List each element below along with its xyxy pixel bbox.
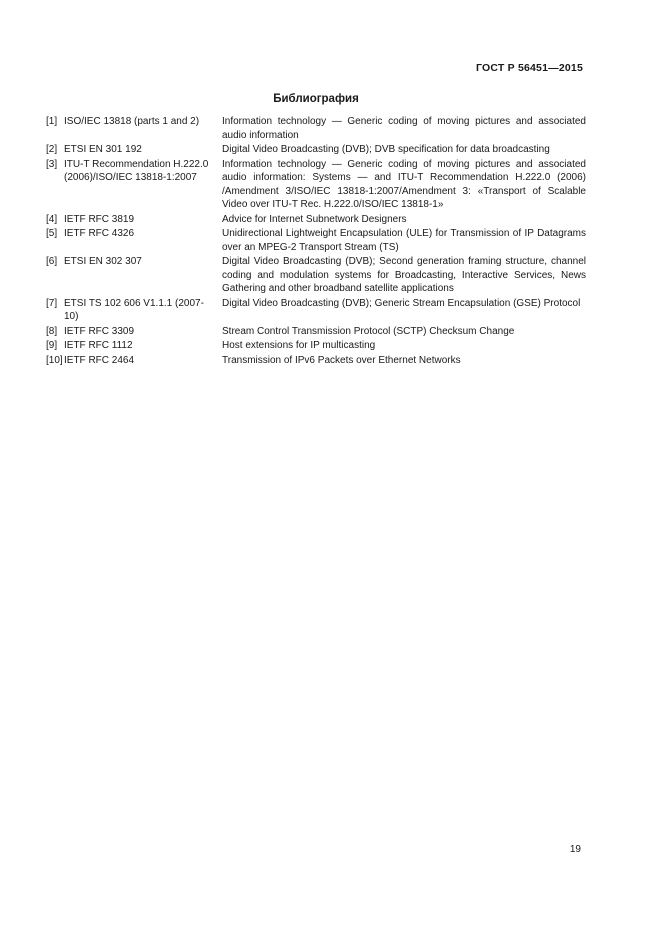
bib-entry-description: Digital Video Broadcasting (DVB); Generic Stream Encapsulation (GSE) Protocol (222, 297, 581, 309)
bib-entry (46, 255, 586, 296)
bib-entry (46, 354, 586, 368)
bib-entry-number: [5] (46, 228, 58, 239)
bib-entry (46, 115, 586, 142)
bib-entry-reference: ETSI EN 302 307 (64, 256, 142, 267)
bib-entry-reference: ITU-T Recommendation H.222.0 (2006)/ISO/IEC 13818-1:2007 (64, 158, 209, 183)
bib-entry-number: [10] (46, 354, 63, 366)
bib-entry-number: [1] (46, 116, 58, 127)
bib-entry-number: [3] (46, 158, 58, 170)
bibliography-list (46, 115, 586, 368)
bib-entry-description: Host extensions for IP multicasting (222, 340, 376, 351)
bib-entry-reference: ETSI TS 102 606 V1.1.1 (2007-10) (64, 297, 204, 322)
bib-entry (46, 213, 586, 227)
document-code-header: ГОСТ Р 56451—2015 (475, 62, 583, 74)
bib-entry-description: Digital Video Broadcasting (DVB); Second generation framing structure, channel coding and modulation systems for Broadcasting, Interactive Services, News Gathering and other broadband satellite applications (222, 256, 586, 294)
bib-entry (46, 227, 586, 254)
bib-entry-reference: ISO/IEC 13818 (parts 1 and 2) (64, 116, 200, 127)
bib-entry-number: [9] (46, 340, 58, 351)
bib-entry-reference: IETF RFC 4326 (64, 228, 135, 239)
bib-entry-description: Unidirectional Lightweight Encapsulation (ULE) for Transmission of IP Datagrams over an MPEG-2 Transport Stream (TS) (222, 228, 586, 253)
bib-entry (46, 158, 586, 212)
bib-entry (46, 297, 586, 324)
bib-entry-number: [7] (46, 297, 58, 309)
bib-entry (46, 325, 586, 339)
bib-entry-reference: IETF RFC 3819 (64, 213, 135, 225)
bib-entry-number: [8] (46, 325, 58, 337)
bib-entry-description: Advice for Internet Subnetwork Designers (222, 213, 407, 225)
page-number: 19 (569, 844, 581, 855)
bib-entry-reference: IETF RFC 2464 (64, 354, 135, 366)
bib-entry-description: Digital Video Broadcasting (DVB); DVB specification for data broadcasting (222, 144, 550, 155)
bib-entry-number: [2] (46, 144, 58, 155)
bib-entry-reference: ETSI EN 301 192 (64, 144, 142, 155)
bib-entry-description: Stream Control Transmission Protocol (SCTP) Checksum Change (222, 325, 515, 337)
bib-entry-description: Transmission of IPv6 Packets over Ethernet Networks (222, 354, 461, 366)
bib-entry-reference: IETF RFC 1112 (64, 340, 133, 351)
bib-entry-description: Information technology — Generic coding of moving pictures and associated audio information: Systems — and ITU-T Recommendation H.222.0 (2006) /Amendment 3/ISO/IEC 13818-1:2007/Amendment 3: «Transport of Scalable Video over ITU-T Rec. H.222.0/ISO/IEC 13818-1» (222, 158, 586, 210)
bib-entry-number: [4] (46, 213, 58, 225)
section-title: Библиография (273, 93, 359, 105)
bib-entry (46, 143, 586, 157)
bib-entry-description: Information technology — Generic coding of moving pictures and associated audio information (222, 116, 586, 141)
bib-entry (46, 339, 586, 353)
bib-entry-reference: IETF RFC 3309 (64, 325, 135, 337)
bib-entry-number: [6] (46, 256, 58, 267)
